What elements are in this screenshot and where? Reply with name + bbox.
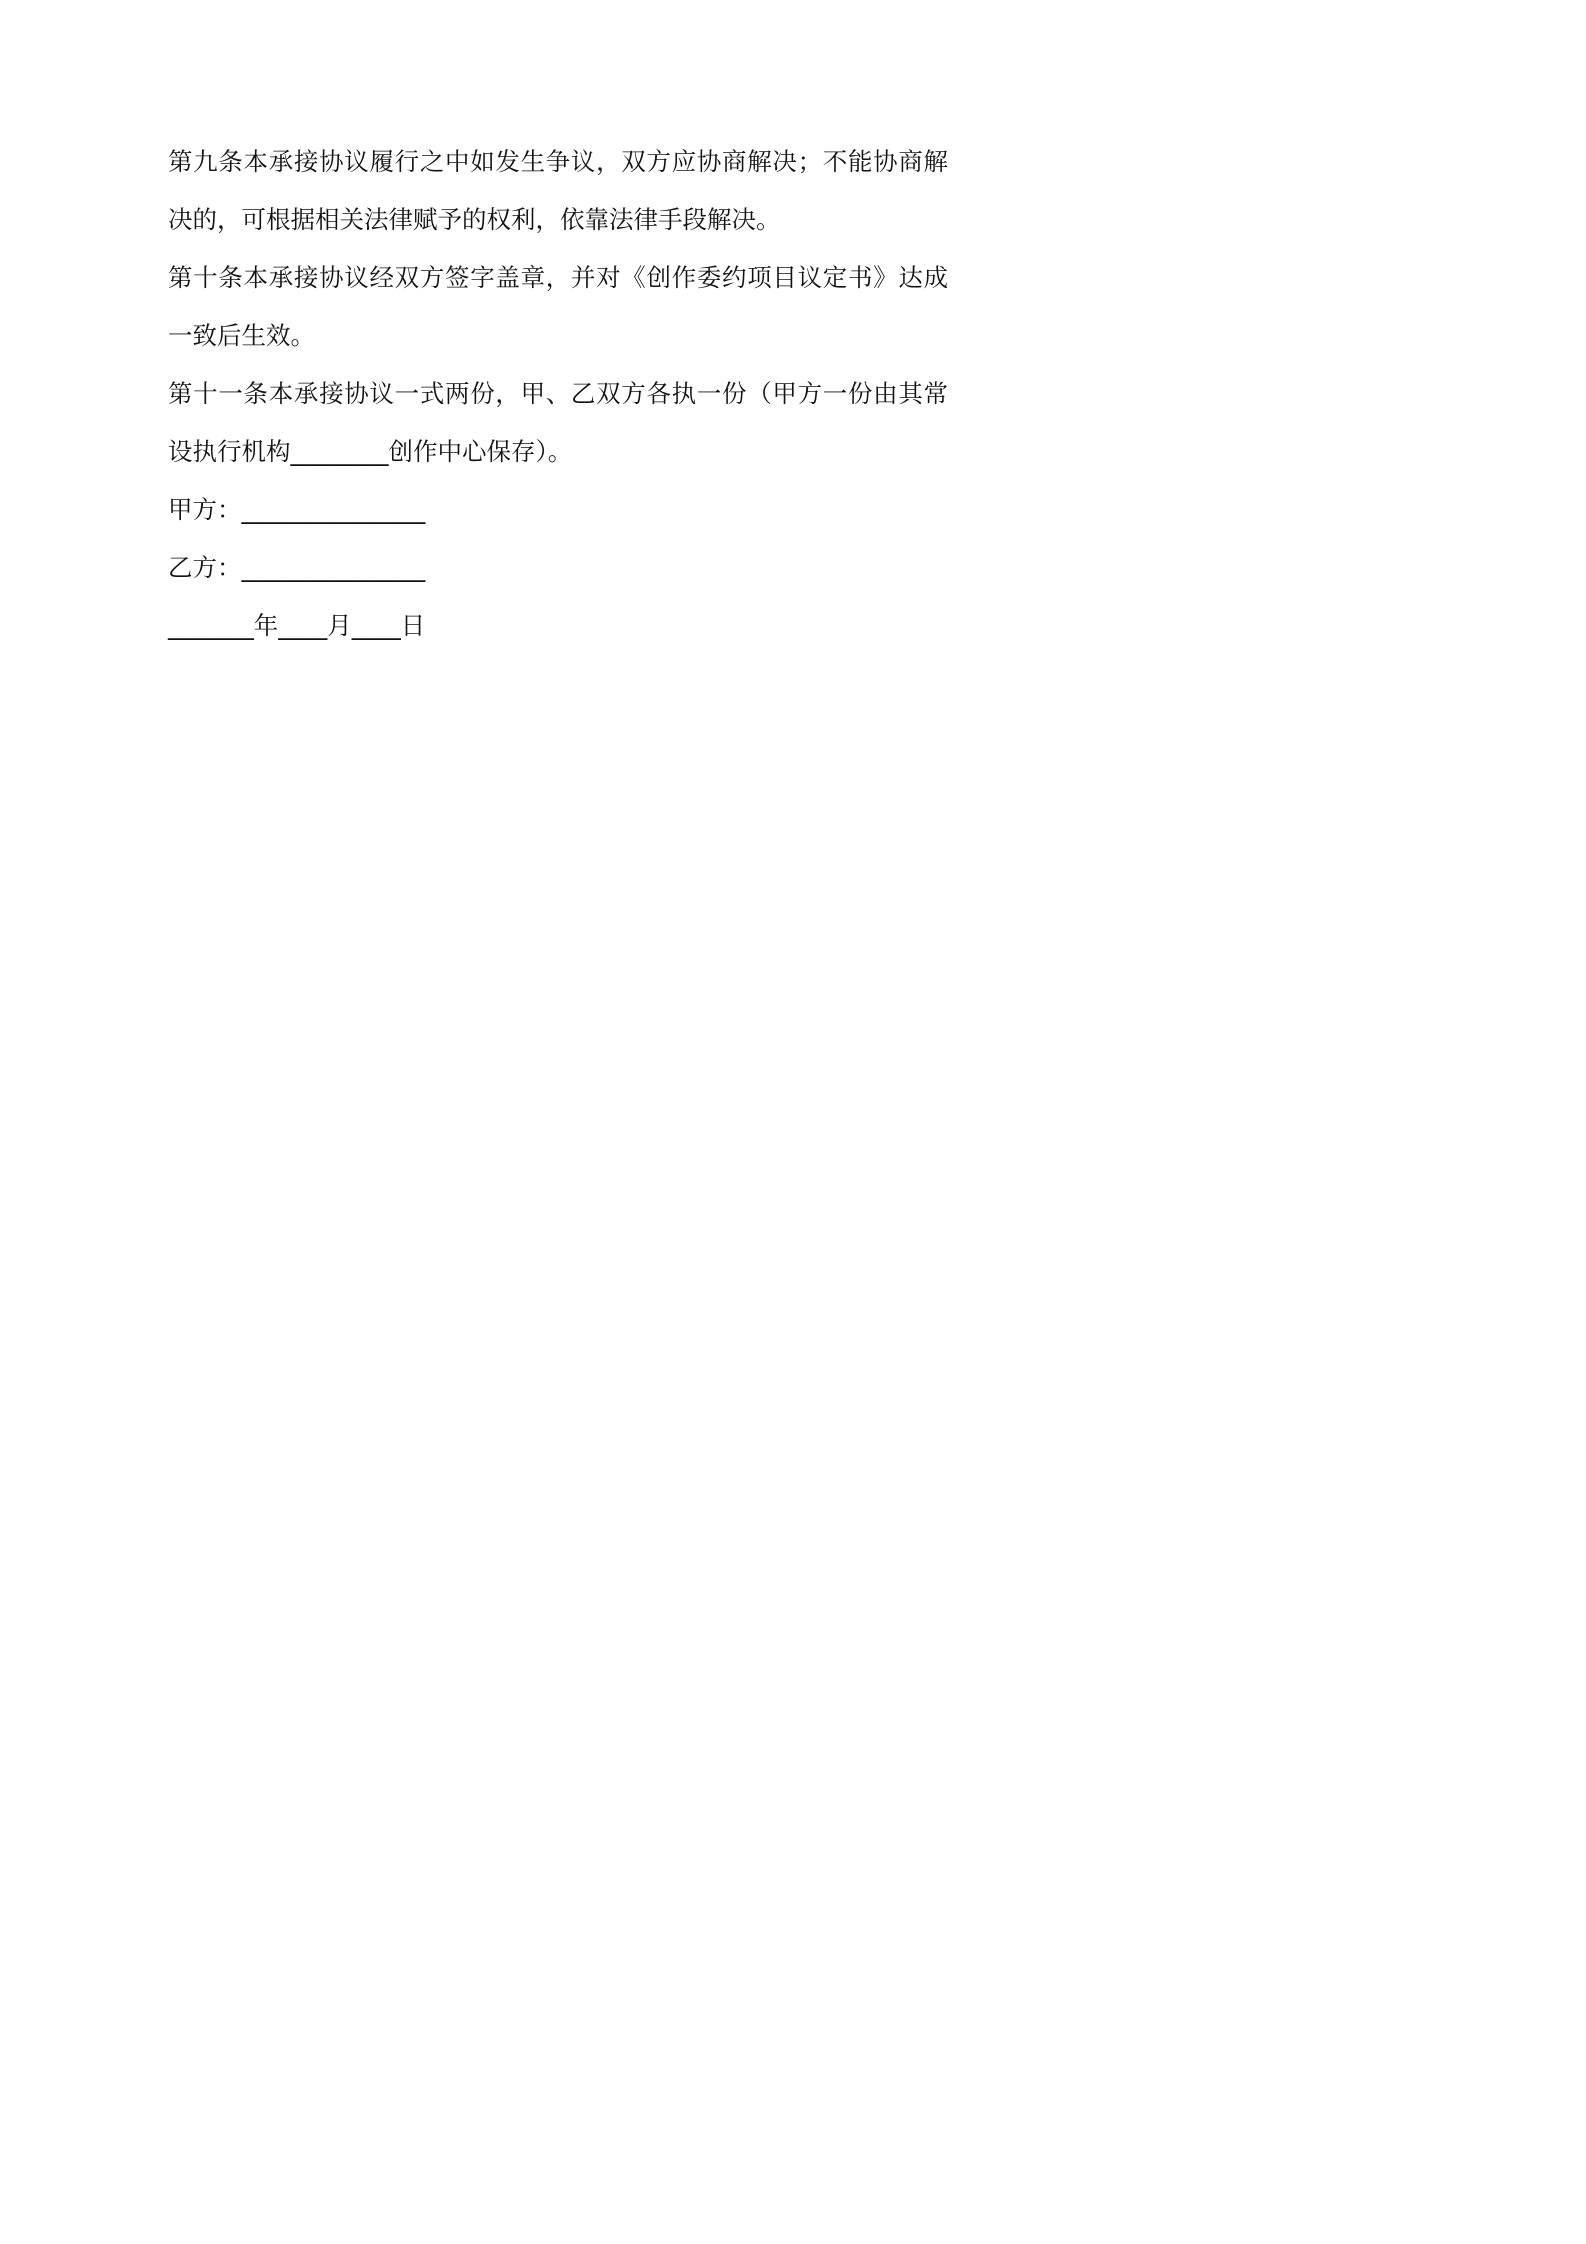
article-9-paragraph: 第九条本承接协议履行之中如发生争议，双方应协商解决；不能协商解决的，可根据相关法律赋予的权利，依靠法律手段解决。 — [168, 147, 948, 234]
date-line: _______年____月____日 — [168, 611, 426, 640]
party-a-signature-line: 甲方：_______________ — [168, 495, 426, 524]
party-b-signature-line: 乙方：_______________ — [168, 553, 426, 582]
article-10-paragraph: 第十条本承接协议经双方签字盖章，并对《创作委约项目议定书》达成一致后生效。 — [168, 263, 948, 350]
document-page — [0, 0, 1104, 1562]
article-11-paragraph: 第十一条本承接协议一式两份，甲、乙双方各执一份（甲方一份由其常设执行机构________创作中心保存）。 — [168, 379, 948, 466]
document-body — [168, 133, 948, 655]
